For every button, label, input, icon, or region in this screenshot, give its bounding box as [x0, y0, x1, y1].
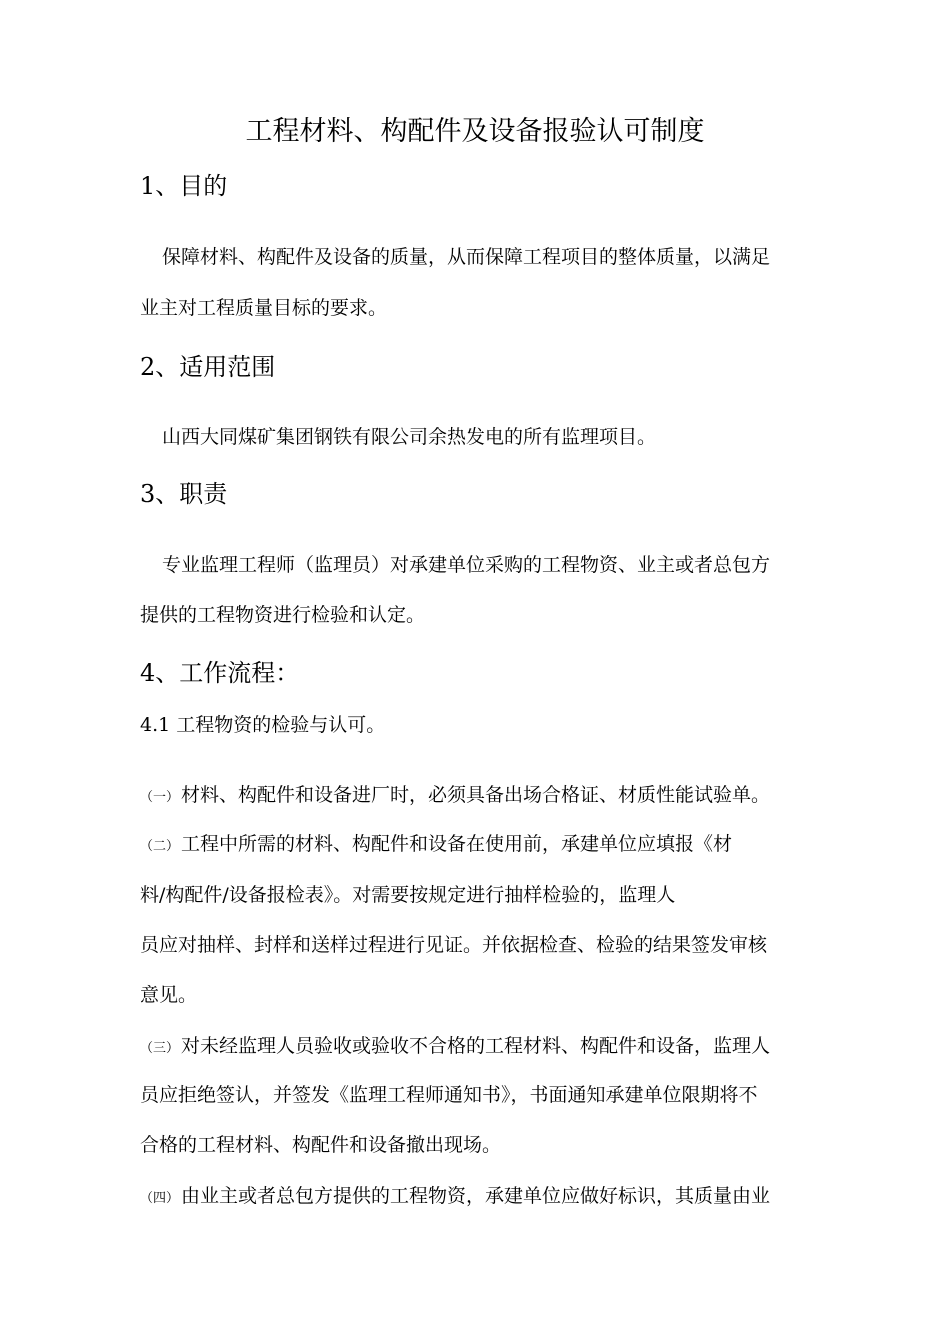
list-item-1-number: （一） [140, 790, 180, 805]
section-1-body-line-2: 业主对工程质量目标的要求。 [140, 297, 388, 319]
list-item-3-line-3: 合格的工程材料、构配件和设备撤出现场。 [140, 1134, 502, 1156]
list-item-4-number: （四） [140, 1191, 180, 1206]
section-4-sub-heading: 4.1 工程物资的检验与认可。 [140, 714, 386, 736]
list-item-3-line-1 [140, 1037, 770, 1056]
list-item-3-line-2: 员应拒绝签认，并签发《监理工程师通知书》，书面通知承建单位限期将不 [140, 1084, 758, 1106]
list-item-4-line-1 [140, 1187, 770, 1206]
list-item-4-text: 由业主或者总包方提供的工程物资，承建单位应做好标识，其质量由业 [181, 1185, 771, 1207]
section-2-body-line-1: 山西大同煤矿集团钢铁有限公司余热发电的所有监理项目。 [162, 426, 657, 448]
list-item-1-text: 材料、构配件和设备进厂时，必须具备出场合格证、材质性能试验单。 [181, 784, 771, 806]
list-item-1-line-1 [140, 786, 770, 805]
section-2-heading: 2、适用范围 [140, 353, 276, 381]
section-3-body-line-1: 专业监理工程师（监理员）对承建单位采购的工程物资、业主或者总包方 [162, 554, 771, 576]
list-item-2-line-3: 员应对抽样、封样和送样过程进行见证。并依据检查、检验的结果签发审核 [140, 934, 768, 956]
list-item-2-text: 工程中所需的材料、构配件和设备在使用前，承建单位应填报《材 [181, 833, 733, 855]
section-3-body-line-2: 提供的工程物资进行检验和认定。 [140, 604, 426, 626]
section-4-heading: 4、工作流程： [140, 659, 300, 687]
list-item-2-number: （二） [140, 839, 180, 854]
list-item-2-line-1 [140, 835, 732, 854]
document-title: 工程材料、构配件及设备报验认可制度 [245, 116, 705, 147]
list-item-3-text: 对未经监理人员验收或验收不合格的工程材料、构配件和设备，监理人 [181, 1035, 771, 1057]
section-1-body-line-1: 保障材料、构配件及设备的质量，从而保障工程项目的整体质量，以满足 [162, 246, 771, 268]
list-item-3-number: （三） [140, 1041, 180, 1056]
section-1-heading: 1、目的 [140, 172, 228, 200]
section-3-heading: 3、职责 [140, 480, 228, 508]
list-item-2-line-2: 料/构配件/设备报检表》。对需要按规定进行抽样检验的，监理人 [140, 884, 676, 906]
list-item-2-line-4: 意见。 [140, 984, 198, 1006]
